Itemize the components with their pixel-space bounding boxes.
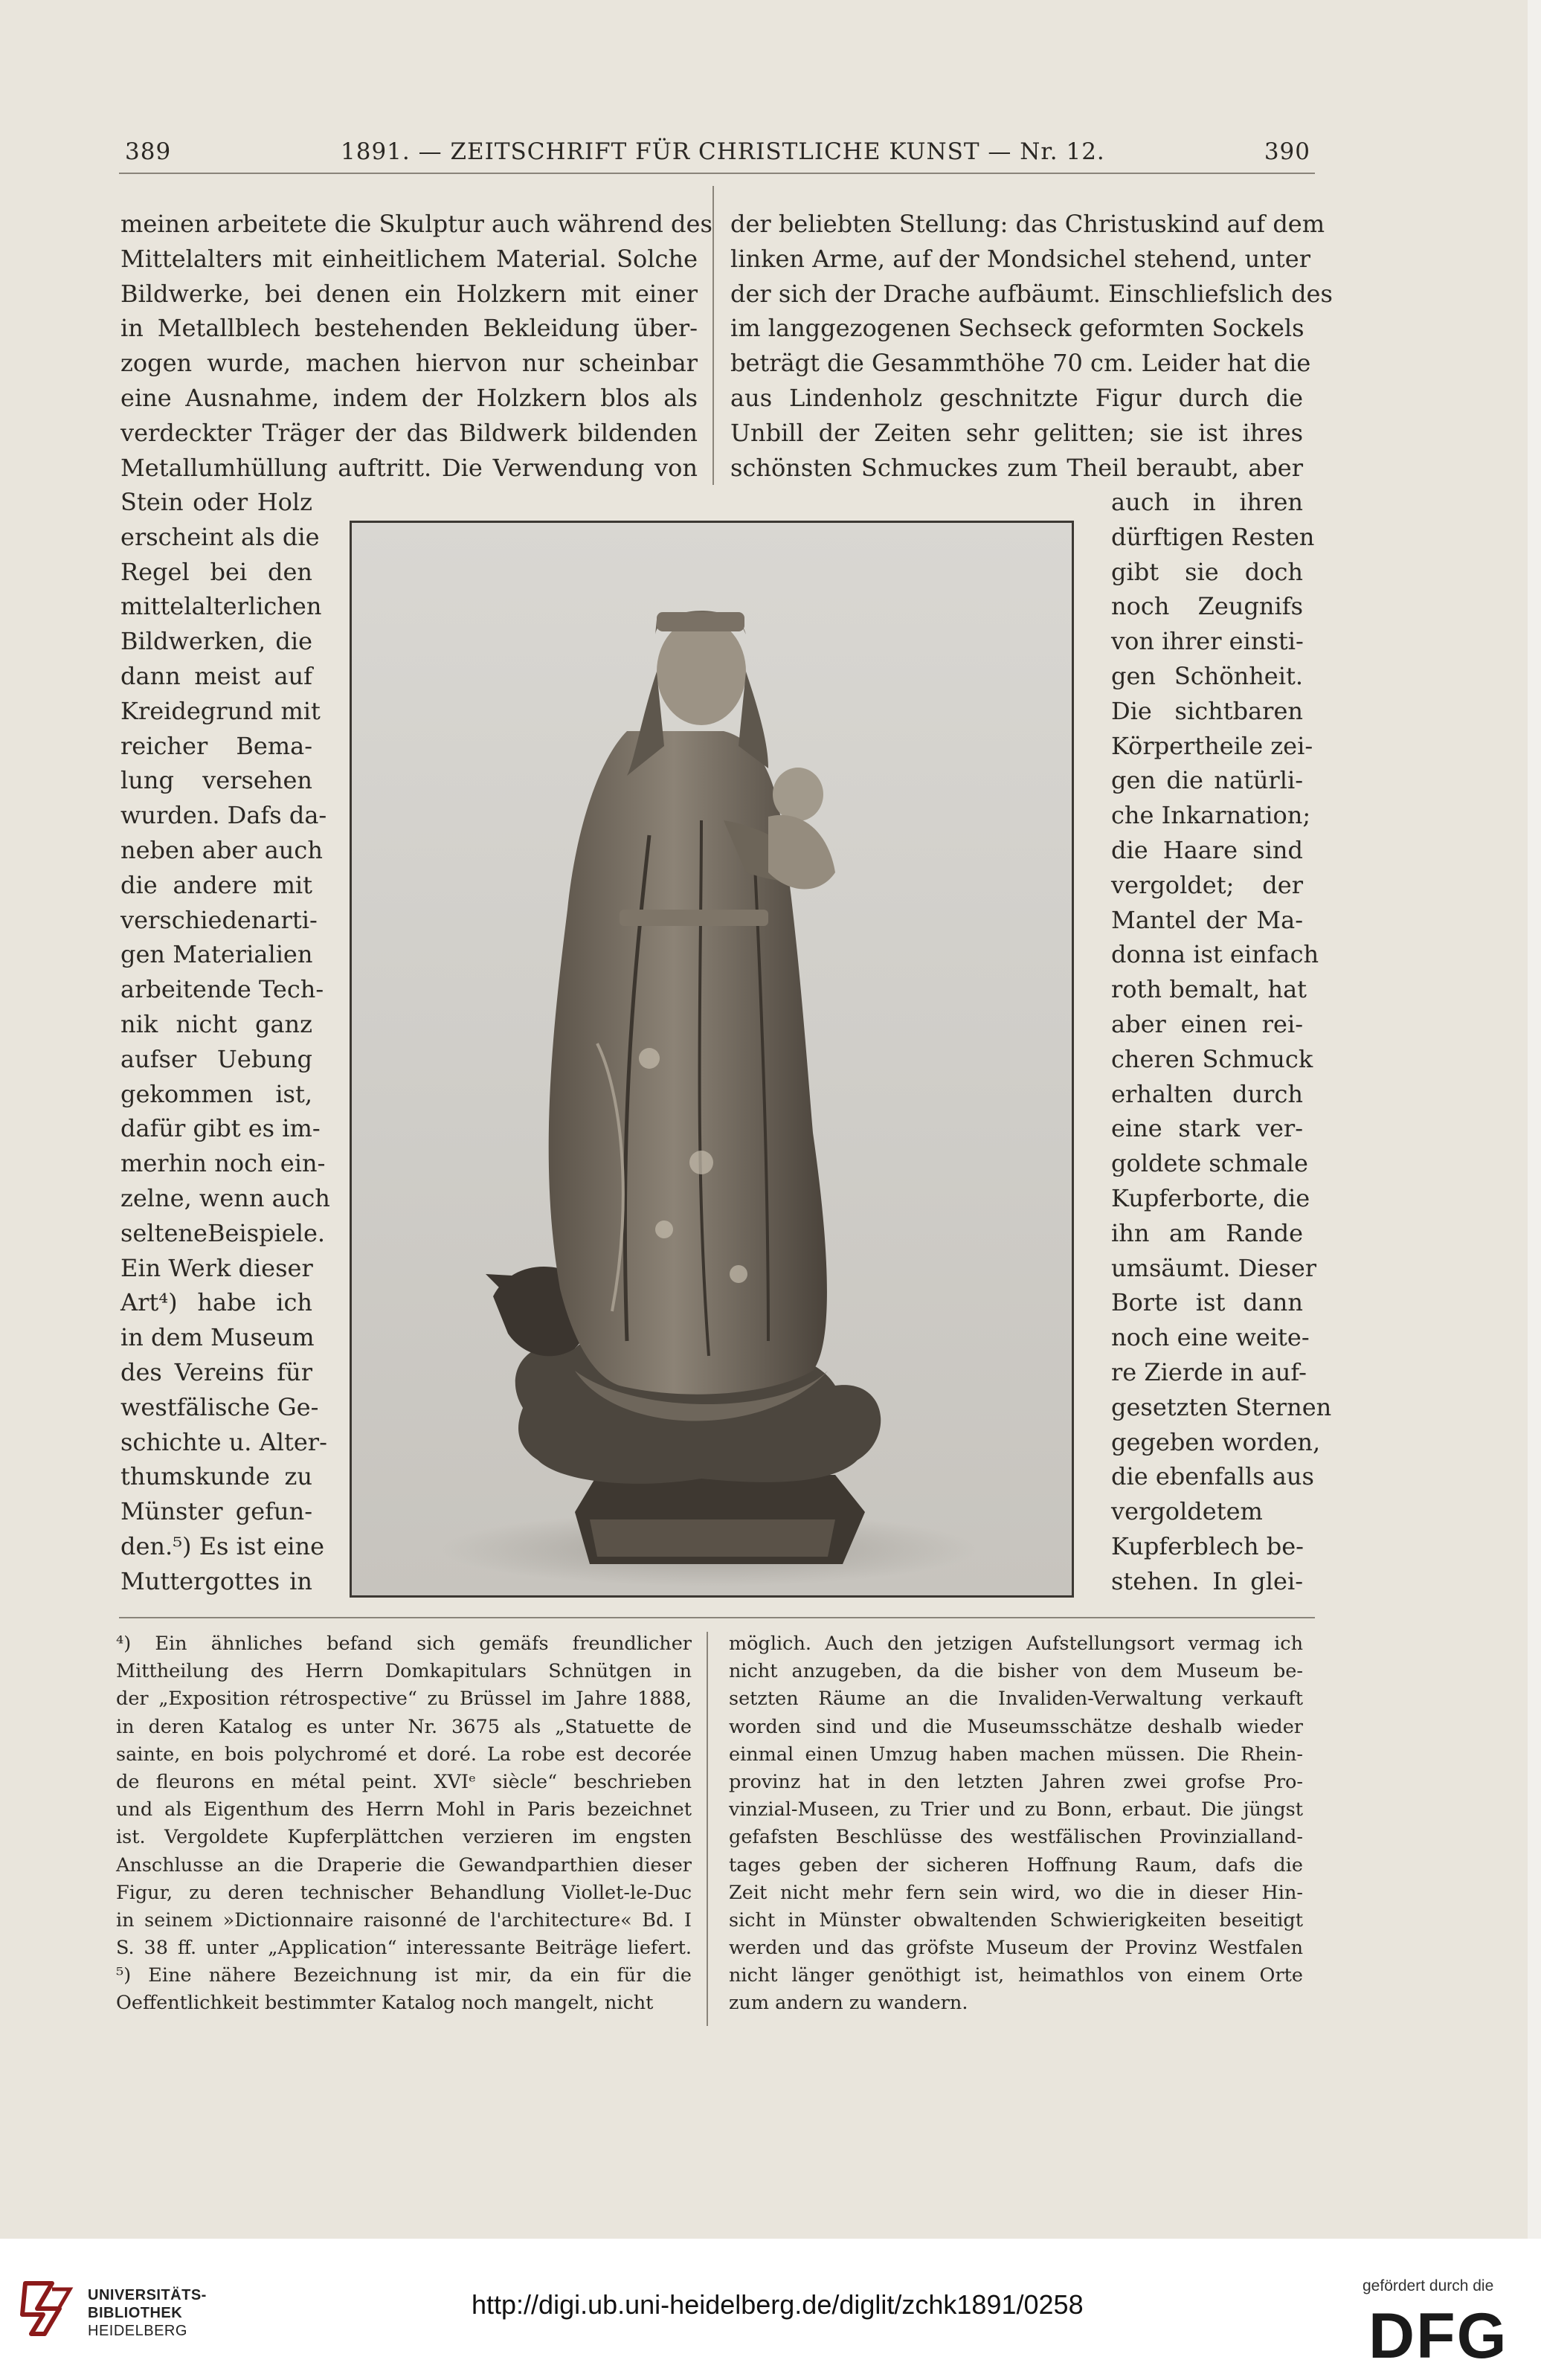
text-line: in seinem »Dictionnaire raisonné de l'architecture« Bd. I	[116, 1908, 692, 1932]
text-line: Bildwerke, bei denen ein Holzkern mit einer	[120, 279, 698, 308]
text-line: goldete schmale	[1111, 1149, 1308, 1178]
text-line: des Vereins für	[120, 1357, 312, 1386]
text-line: westfälische Ge-	[120, 1392, 319, 1421]
column-divider	[712, 186, 714, 485]
text-line: Oeffentlichkeit bestimmter Katalog noch mangelt, nicht	[116, 1992, 654, 2015]
text-line: Regel bei den	[120, 557, 312, 586]
text-line: neben aber auch	[120, 835, 323, 864]
text-line: zum andern zu wandern.	[729, 1992, 968, 2015]
text-line: linken Arme, auf der Mondsichel stehend, unter	[730, 244, 1310, 273]
text-line: vergoldet; der	[1111, 870, 1303, 899]
text-line: arbeitende Tech-	[120, 975, 324, 1004]
footnotes-left	[116, 1630, 692, 2018]
text-line: verschiedenarti-	[120, 905, 318, 934]
logo-line: BIBLIOTHEK	[88, 2305, 183, 2321]
text-line: in deren Katalog es unter Nr. 3675 als „Statuette de	[116, 1715, 692, 1738]
text-line: roth bemalt, hat	[1111, 975, 1307, 1004]
text-line: noch Zeugnifs	[1111, 592, 1303, 621]
text-line: Bildwerken, die	[120, 627, 312, 656]
text-line: eine stark ver-	[1111, 1114, 1303, 1143]
page-number-left: 389	[125, 138, 172, 165]
text-line: wurden. Dafs da-	[120, 801, 327, 830]
text-line: auch in ihren	[1111, 488, 1303, 516]
text-line: Art⁴) habe ich	[120, 1288, 312, 1317]
text-line: gen die natürli-	[1111, 766, 1303, 795]
text-line: Figur, zu deren technischer Behandlung Viollet-le-Duc	[116, 1881, 692, 1904]
footnotes-right	[729, 1630, 1303, 2018]
text-line: meinen arbeitete die Skulptur auch während des	[120, 210, 712, 238]
text-line: lung versehen	[120, 766, 312, 795]
left-column-top	[120, 207, 712, 485]
text-line: donna ist einfach	[1111, 940, 1319, 969]
dfg-logo: DFG	[1368, 2300, 1508, 2372]
text-line: stehen. In glei-	[1111, 1566, 1303, 1595]
text-line: erhalten durch	[1111, 1079, 1303, 1108]
text-line: Metallumhüllung auftritt. Die Verwendung von	[120, 453, 698, 482]
text-line: thumskunde zu	[120, 1462, 312, 1491]
footnote-column-divider	[707, 1632, 708, 2026]
text-line: gen Schönheit.	[1111, 661, 1303, 690]
text-line: aber einen rei-	[1111, 1009, 1303, 1038]
text-line: und als Eigenthum des Herrn Mohl in Paris bezeichnet	[116, 1798, 692, 1821]
text-line: Ein Werk dieser	[120, 1253, 313, 1282]
text-line: dafür gibt es im-	[120, 1114, 321, 1143]
text-line: der „Exposition rétrospective“ zu Brüssel im Jahre 1888,	[116, 1688, 692, 1711]
page-edge	[1528, 0, 1541, 2239]
text-line: worden sind und die Museumsschätze deshalb wieder	[729, 1715, 1303, 1738]
text-line: de fleurons en métal peint. XVIᵉ siècle“ beschrieben	[116, 1770, 692, 1793]
text-line: provinz hat in den letzten Jahren zwei grofse Pro-	[729, 1770, 1303, 1793]
text-line: der beliebten Stellung: das Christuskind auf dem	[730, 210, 1325, 238]
text-line: Die sichtbaren	[1111, 696, 1303, 725]
text-line: nicht länger genöthigt ist, heimathlos von einem Orte	[729, 1964, 1303, 1987]
text-line: ihn am Rande	[1111, 1218, 1303, 1247]
university-library-logo-icon	[15, 2276, 79, 2346]
text-line: Stein oder Holz	[120, 488, 312, 516]
text-line: im langgezogenen Sechseck geformten Sockels	[730, 314, 1304, 343]
text-line: cheren Schmuck	[1111, 1044, 1313, 1073]
text-line: einmal einen Umzug haben machen müssen. Die Rhein-	[729, 1743, 1303, 1766]
text-line: beträgt die Gesammthöhe 70 cm. Leider hat die	[730, 349, 1311, 378]
text-line: Anschlusse an die Draperie die Gewandparthien dieser	[116, 1853, 692, 1876]
text-line: Münster gefun-	[120, 1497, 312, 1526]
text-line: aufser Uebung	[120, 1044, 312, 1073]
left-column-narrow	[120, 485, 330, 1599]
text-line: Borte ist dann	[1111, 1288, 1303, 1317]
text-line: Körpertheile zei-	[1111, 731, 1313, 760]
text-line: gegeben worden,	[1111, 1427, 1321, 1456]
text-line: S. 38 ff. unter „Application“ interessante Beiträge liefert.	[116, 1937, 692, 1960]
text-line: Kupferblech be-	[1111, 1531, 1304, 1560]
text-line: reicher Bema-	[120, 731, 312, 760]
right-column-top	[730, 207, 1333, 485]
text-line: zogen wurde, machen hiervon nur scheinbar	[120, 349, 698, 378]
page-number-right: 390	[1264, 138, 1310, 165]
text-line: zelne, wenn auch	[120, 1183, 330, 1212]
text-line: sainte, en bois polychromé et doré. La robe est decorée	[116, 1743, 692, 1766]
text-line: Kreidegrund mit	[120, 696, 321, 725]
text-line: Muttergottes in	[120, 1566, 312, 1595]
footnote-rule	[119, 1617, 1315, 1618]
text-line: selteneBeispiele.	[120, 1218, 326, 1247]
text-line: eine Ausnahme, indem der Holzkern blos als	[120, 383, 698, 412]
text-line: von ihrer einsti-	[1111, 627, 1304, 656]
right-column-narrow	[1111, 485, 1332, 1599]
university-library-logo-text	[88, 2286, 207, 2340]
text-line: verdeckter Träger der das Bildwerk bildenden	[120, 418, 698, 447]
text-line: sicht in Münster obwaltenden Schwierigkeiten beseitigt	[729, 1908, 1303, 1932]
text-line: setzten Räume an die Invaliden-Verwaltung verkauft	[729, 1688, 1303, 1711]
funding-label: gefördert durch die	[1363, 2277, 1494, 2294]
text-line: Kupferborte, die	[1111, 1183, 1310, 1212]
text-line: ⁵) Eine nähere Bezeichnung ist mir, da ein für die	[116, 1964, 692, 1987]
logo-line: HEIDELBERG	[88, 2323, 187, 2339]
header-rule	[119, 173, 1315, 174]
text-line: Mittheilung des Herrn Domkapitulars Schnütgen in	[116, 1660, 692, 1683]
text-line: Zeit nicht mehr fern sein wird, wo die in dieser Hin-	[729, 1881, 1303, 1904]
text-line: schichte u. Alter-	[120, 1427, 327, 1456]
text-line: vergoldetem	[1111, 1497, 1263, 1526]
text-line: schönsten Schmuckes zum Theil beraubt, aber	[730, 453, 1303, 482]
text-line: umsäumt. Dieser	[1111, 1253, 1317, 1282]
text-line: gen Materialien	[120, 940, 313, 969]
text-line: erscheint als die	[120, 522, 320, 551]
text-line: Unbill der Zeiten sehr gelitten; sie ist ihres	[730, 418, 1303, 447]
text-line: die andere mit	[120, 870, 312, 899]
text-line: die ebenfalls aus	[1111, 1462, 1314, 1491]
text-line: in Metallblech bestehenden Bekleidung über-	[120, 314, 698, 343]
running-header	[125, 138, 1310, 171]
text-line: ⁴) Ein ähnliches befand sich gemäfs freundlicher	[116, 1633, 692, 1655]
madonna-statue-photograph	[350, 521, 1074, 1598]
text-line: tages geben der sicheren Hoffnung Raum, dafs die	[729, 1853, 1303, 1876]
text-line: nicht anzugeben, da die bisher von dem Museum be-	[729, 1660, 1303, 1683]
text-line: ist. Vergoldete Kupferplättchen verzieren im engsten	[116, 1826, 692, 1849]
text-line: dürftigen Resten	[1111, 522, 1315, 551]
source-url-link[interactable]: http://digi.ub.uni-heidelberg.de/diglit/zchk1891/0258	[472, 2289, 1084, 2320]
text-line: dann meist auf	[120, 661, 312, 690]
text-line: gesetzten Sternen	[1111, 1392, 1332, 1421]
text-line: aus Lindenholz geschnitzte Figur durch die	[730, 383, 1303, 412]
text-line: die Haare sind	[1111, 835, 1303, 864]
madonna-statue-figure	[352, 523, 1072, 1595]
text-line: mittelalterlichen	[120, 592, 322, 621]
text-line: gibt sie doch	[1111, 557, 1303, 586]
logo-line: UNIVERSITÄTS-	[88, 2287, 207, 2303]
text-line: merhin noch ein-	[120, 1149, 326, 1178]
text-line: der sich der Drache aufbäumt. Einschliefslich des	[730, 279, 1333, 308]
text-line: den.⁵) Es ist eine	[120, 1531, 325, 1560]
journal-title: 1891. — ZEITSCHRIFT FÜR CHRISTLICHE KUNST — Nr. 12.	[341, 138, 1105, 165]
text-line: nik nicht ganz	[120, 1009, 312, 1038]
text-line: in dem Museum	[120, 1323, 315, 1352]
text-line: che Inkarnation;	[1111, 801, 1311, 830]
text-line: gefafsten Beschlüsse des westfälischen Provinzialland-	[729, 1826, 1303, 1849]
text-line: werden und das gröfste Museum der Provinz Westfalen	[729, 1937, 1303, 1960]
text-line: Mittelalters mit einheitlichem Material. Solche	[120, 244, 698, 273]
text-line: noch eine weite-	[1111, 1323, 1310, 1352]
text-line: vinzial-Museen, zu Trier und zu Bonn, erbaut. Die jüngst	[729, 1798, 1303, 1821]
text-line: re Zierde in auf-	[1111, 1357, 1307, 1386]
text-line: gekommen ist,	[120, 1079, 312, 1108]
text-line: Mantel der Ma-	[1111, 905, 1303, 934]
text-line: möglich. Auch den jetzigen Aufstellungsort vermag ich	[729, 1633, 1303, 1655]
